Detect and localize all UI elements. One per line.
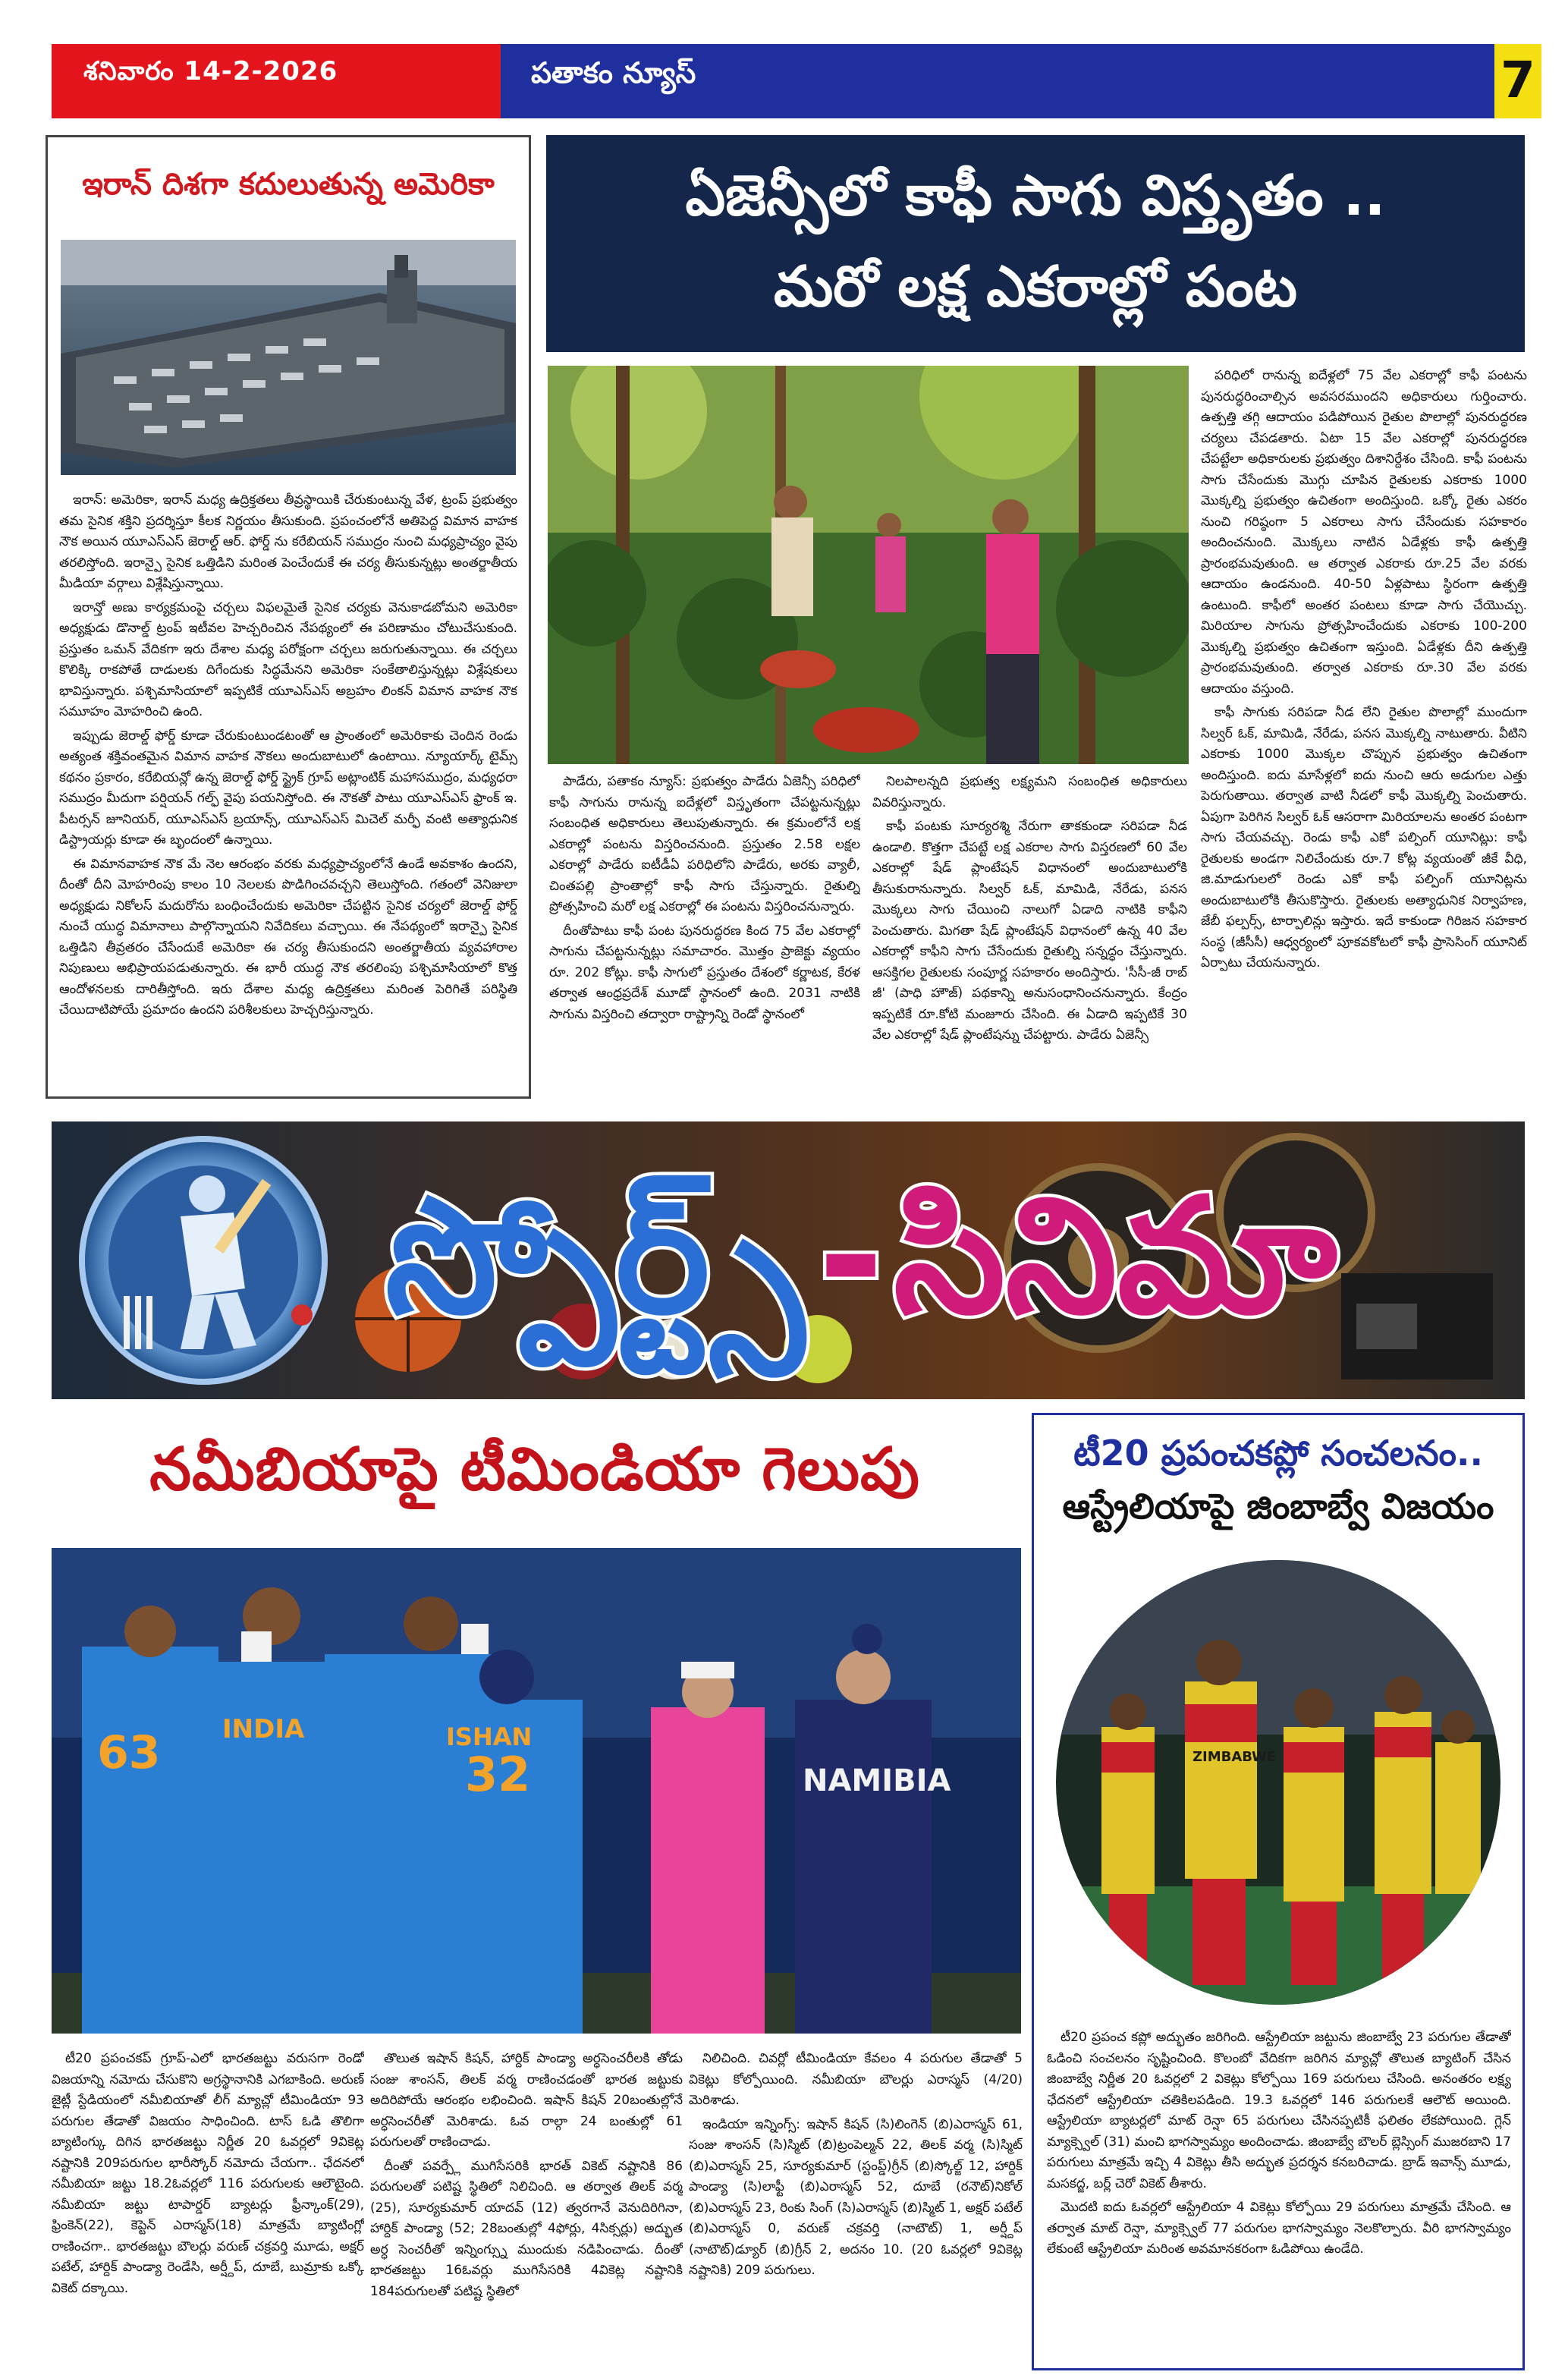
- coffee-article-column-3: [1201, 366, 1527, 1098]
- paragraph: ఈ విమానవాహక నౌక మే నెల ఆరంభం వరకు మధ్యప్రాచ్యంలోనే ఉండే అవకాశం ఉందని, దీంతో దీని మోహరింపు కాలం 10 నెలలకు పొడిగించవచ్చని తెలుస్తోంది. గతంలో వెనిజులా అధ్యక్షుడు నికోలస్ మదురోను బంధించేందుకు అమెరికా చేపట్టిన సైనిక చర్యలో జెరాల్డ్ ఫోర్డ్ నుంచే యుద్ధ విమానాలు పాల్గొన్నాయని నివేదికలు వచ్చాయి. ఈ నేపథ్యంలో ఇరాన్పై సైనిక ఒత్తిడిని తీవ్రతరం చేసేందుకే అమెరికా ఈ చర్య తీసుకుందని అంతర్జాతీయ వ్యవహారాల నిపుణులు అభిప్రాయపడుతున్నారు. ఈ భారీ యుద్ధ నౌక తరలింపు పశ్చిమాసియాలో కొత్త ఆందోళనలకు దారితీస్తోంది. ఇరు దేశాల మధ్య ఉద్రిక్తతలు మరింత పెరిగితే పరిస్థితి చేయిదాటిపోయే ప్రమాదం ఉందని పరిశీలకులు హెచ్చరిస్తున్నారు.: [59, 856, 517, 1018]
- paragraph: టీ20 ప్రపంచకప్ గ్రూప్-ఎలో భారతజట్టు వరుసగా రెండో విజయాన్ని నమోదు చేసుకొని అగ్రస్థానానికి ఎగబాకింది. అరుణ్ జైట్లీ స్టేడియంలో నమీబియాతో లీగ్ మ్యాచ్లో టీమిండియా 93 పరుగుల తేడాతో విజయం సాధించింది. టాస్ ఓడి తొలిగా బ్యాటింగ్కు దిగిన భారతజట్టు నిర్ణీత 20 ఓవర్లలో 9వికెట్ల నష్టానికి 209పరుగుల భారీస్కోర్ నమోదు చేయగా.. ఛేదనలో నమీబియా జట్టు 18.2ఓవర్లలో 116 పరుగులకు ఆలౌటైంది. నమీబియా జట్టు టాపార్డర్ బ్యాటర్లు ఫ్రీన్కాంక్(29), ఫ్రింకెన్(22), కెప్టెన్ ఎరాస్మస్(18) మాత్రమే బ్యాటింగ్లో రాణించగా.. భారతజట్టు బౌలర్లు వరుణ్ చక్రవర్తి మూడు, అక్షర్ పటేల్, హార్దిక్ పాండ్యా రెండేసి, అర్ష్దీప్, దూబే, బుమ్రాకు ఒక్కో వికెట్ దక్కాయి.: [52, 2051, 364, 2296]
- iran-headline: ఇరాన్ దిశగా కదులుతున్న అమెరికా: [82, 167, 495, 202]
- namibia-headline: నమీబియాపై టీమిండియా గెలుపు: [149, 1436, 920, 1504]
- paragraph: నిలపాలన్నది ప్రభుత్వ లక్ష్యమని సంబంధిత అధికారులు వివరిస్తున్నారు.: [872, 774, 1187, 810]
- issue-date: శనివారం 14-2-2026: [83, 56, 338, 87]
- paragraph: కాఫీ సాగుకు సరిపడా నీడ లేని రైతుల పొలాల్లో ముందుగా సిల్వర్ ఓక్, మామిడి, నేరేడు, పనస మొక్కల్ని నాటుతారు. వీటిని ఎకరాకు 1000 మొక్కల చొప్పున ప్రభుత్వం ఉచితంగా అందిస్తుంది. ఐదు మాసేళ్లలో ఐదు నుంచి ఆరు అడుగుల ఎత్తు పెరుగుతాయి. తర్వాత వాటి నీడలో కాఫీ మొక్కల్ని పెంచుతారు. ఏపుగా పెరిగిన సిల్వర్ ఓక్ ఆసరాగా మిరియాలను అంతర పంటగా సాగు చేయవచ్చు. రెండు కాఫీ ఎకో పల్పింగ్ యూనిట్లు: కాఫీ రైతులకు అండగా నిలిచేందుకు రూ.7 కోట్ల వ్యయంతో జీకే వీధి, జి.మాడుగులలో రెండు ఎకో కాఫీ పల్పింగ్ యూనిట్లను అందుబాటులోకి తీసుకొస్తారు. రైతులకు అత్యాధునిక నిర్వాహణ, జేబీ ఫల్పర్స్, టార్పాలిన్లు ఇస్తారు. ఇదే కాకుండా గిరిజన సహకార సంస్థ (జీసీసీ) ఆధ్వర్యంలో పూకవకోటలో కాఫీ ప్రాసెసింగ్ యూనిట్ ఏర్పాటు చేయనున్నారు.: [1201, 705, 1527, 970]
- paragraph: పాడేరు, పతాకం న్యూస్: ప్రభుత్వం పాడేరు ఏజెన్సీ పరిధిలో కాఫీ సాగును రానున్న ఐదేళ్లలో విస్తృతంగా చేపట్టనున్నట్లు సంబంధిత అధికారులు తెలుపుతున్నారు. ఈ క్రమంలోనే లక్ష ఎకరాల్లో పంటను విస్తరించనుంది. ప్రస్తుతం 2.58 లక్షల ఎకరాల్లో పాడేరు ఐటీడీఏ పరిధిలోని పాడేరు, అరకు వ్యాలీ, చింతపల్లి ప్రాంతాల్లో కాఫీ సాగు చేస్తున్నారు. రైతుల్ని ప్రోత్సహించి మరో లక్ష ఎకరాల్లో ఈ పంటను విస్తరించనున్నారు.: [549, 774, 860, 914]
- zimbabwe-headline-line1: టీ20 ప్రపంచకప్లో సంచలనం..: [1073, 1433, 1483, 1474]
- paragraph: ఇరాన్తో అణు కార్యక్రమంపై చర్చలు విఫలమైతే సైనిక చర్యకు వెనుకాడబోమని అమెరికా అధ్యక్షుడు డొనాల్డ్ ట్రంప్ ఇటీవల హెచ్చరించిన నేపథ్యంలో ఈ పరిణామం చోటుచేసుకుంది. ప్రస్తుతం ఒమన్ వేదికగా ఇరు దేశాల మధ్య పరోక్షంగా చర్చలు జరుగుతున్నాయి. ఈ చర్చలు కొలిక్కి రాకపోతే దాడులకు దిగేందుకు సిద్ధమేనని అమెరికా సంకేతాలిస్తున్నట్లు విశ్లేషకులు భావిస్తున్నారు. పశ్చిమాసియాలో ఇప్పటికే యూఎస్ఎస్ అబ్రహం లింకన్ విమాన వాహక నౌక సమూహం మోహరించి ఉంది.: [59, 599, 517, 719]
- india-celebration-photo: [52, 1548, 1021, 2034]
- jersey-number: 63: [97, 1726, 161, 1779]
- paragraph: టీ20 ప్రపంచ కప్లో అద్భుతం జరిగింది. ఆస్ట్రేలియా జట్టును జింబాబ్వే 23 పరుగుల తేడాతో ఓడించి సంచలనం సృష్టించింది. కొలంబో వేదికగా జరిగిన మ్యాచ్లో తొలుత బ్యాటింగ్ చేసిన జింబాబ్వే నిర్ణీత 20 ఓవర్లలో 2 వికెట్లు కోల్పోయి 169 పరుగులు చేసింది. అనంతరం లక్ష్య ఛేదనలో ఆస్ట్రేలియా చతికిలపడింది. 19.3 ఓవర్లలో 146 పరుగులకే ఆలౌట్ అయింది. ఆస్ట్రేలియా బ్యాటర్లలో మాట్ రెన్షా 65 పరుగులు చేసినప్పటికీ ఫలితం లేకపోయింది. గ్లెన్ మ్యాక్స్వెల్ (31) మంచి భాగస్వామ్యం అందించాడు. జింబాబ్వే బౌలర్ బ్లెస్సింగ్ ముజరబాని 17 పరుగులు మాత్రమే ఇచ్చి 4 వికెట్లు తీసి అద్భుత ప్రదర్శన కనబరిచాడు. బ్రాడ్ ఇవాన్స్ మూడు, మసకద్జ, బర్ల్ చెరో వికెట్ తీశారు.: [1047, 2030, 1511, 2191]
- jersey-text-ishan: ISHAN: [446, 1722, 533, 1751]
- aircraft-carrier-photo: [61, 240, 516, 475]
- zimbabwe-headline-line2: ఆస్ట్రేలియాపై జింబాబ్వే విజయం: [1062, 1486, 1494, 1527]
- paper-name: పతాకం న్యూస్: [531, 56, 696, 90]
- coffee-headline: [546, 135, 1525, 352]
- coffee-article-column-2: [872, 772, 1187, 1098]
- paragraph: కాఫీ పంటకు సూర్యరశ్మి నేరుగా తాకకుండా సరిపడా నీడ ఉండాలి. కొత్తగా చేపట్టే లక్ష ఎకరాల సాగు విస్తరణలో 60 వేల ఎకరాల్లో షేడ్ ప్లాంటేషన్ విధానంలో అందుబాటులోకి తీసుకురానున్నారు. సిల్వర్ ఓక్, మామిడి, నేరేడు, పనస మొక్కలు సాగు చేయించి నాలుగో ఏడాది నాటికి కాఫీని పెంచుతారు. మిగతా షేడ్ ప్లాంటేషన్ విధానంలో ఉన్న 40 వేల ఎకరాల్లో కాఫీని సాగు చేసేందుకు రైతుల్ని సన్నద్ధం చేస్తున్నారు. ఆసక్తిగల రైతులకు సంపూర్ణ సహకారం అందిస్తారు. 'సీసీ-జీ రాబ్ జీ' (పాధి హౌజ్) పథకాన్ని అనుసంధానించనున్నారు. కేంద్రం ఇప్పటికే రూ.కోటి మంజూరు చేసింది. ఈ ఏడాది ఇప్పటికే 30 వేల ఎకరాల్లో షేడ్ ప్లాంటేషన్ను చేపట్టారు. పాడేరు ఏజెన్సీ: [872, 819, 1187, 1043]
- paragraph: దీంతోపాటు కాఫీ పంట పునరుద్ధరణ కింద 75 వేల ఎకరాల్లో సాగును చేపట్టనున్నట్లు సమాచారం. మొత్తం ప్రాజెక్టు వ్యయం రూ. 202 కోట్లు. కాఫీ సాగులో ప్రస్తుతం దేశంలో కర్ణాటక, కేరళ తర్వాత ఆంధ్రప్రదేశ్ మూడో స్థానంలో ఉంది. 2031 నాటికి సాగును విస్తరించి తద్వారా రాష్ట్రాన్ని రెండో స్థానంలో: [549, 923, 860, 1022]
- coffee-pickers-photo: [548, 366, 1189, 764]
- paragraph: దీంతో పవర్ప్లే ముగిసేసరికి భారత్ వికెట్ నష్టానికి 86 పరుగులతో పటిష్ట స్థితిలో నిలిచింది. ఆ తర్వాత తిలక్ వర్మ (25), సూర్యకుమార్ యాదవ్ (12) త్వరగానే వెనుదిరిగినా, హార్దిక్ పాండ్యా (52; 28బంతుల్లో 4ఫోర్లు, 4సిక్సర్లు) అద్భుత అర్ధ సెంచరీతో ఇన్నింగ్స్ను ముందుకు నడిపించాడు. దీంతో భారతజట్టు 16ఓవర్లు ముగిసేసరికి 4వికెట్ల నష్టానికి 184పరుగులతో పటిష్ట స్థితిలో: [370, 2158, 683, 2299]
- paragraph: ఇండియా ఇన్నింగ్స్: ఇషాన్ కిషన్ (సి)లింగెన్ (బి)ఎరాస్మస్ 61, సంజు శాంసన్ (సి)స్మిట్ (బి)ట్రంపెల్మన్ 22, తిలక్ వర్మ (సి)స్మిట్ (బి)ఎరాస్మస్ 25, సూర్యకుమార్ (స్టంప్డ్)గ్రీన్ (బి)స్కోల్జ్ 12, హార్దిక్ పాండ్యా (సి)లాఫ్టీ (బి)ఎరాస్మస్ 52, దూబే (రనౌట్)నికోల్ (బి)ఎరాస్మస్ 23, రింకు సింగ్ (సి)ఎరాస్మస్ (బి)స్మిట్ 1, అక్షర్ పటేల్ (బి)ఎరాస్మస్ 0, వరుణ్ చక్రవర్తి (నాటౌట్) 1, అర్ష్దీప్ (నాటౌట్)డ్యూర్ (బి)గ్రీన్ 2, అదనం 10. (20 ఓవర్లలో 9వికెట్ల నష్టానికి) 209 పరుగులు.: [689, 2116, 1023, 2278]
- namibia-article-column-3: [689, 2049, 1023, 2367]
- namibia-article-column-1: [52, 2049, 364, 2367]
- coffee-headline-line2: మరో లక్ష ఎకరాల్లో పంట: [773, 254, 1298, 319]
- paragraph: ఇప్పుడు జెరాల్డ్ ఫోర్డ్ కూడా చేరుకుంటుండటంతో ఆ ప్రాంతంలో అమెరికాకు చెందిన రెండు అత్యంత శక్తివంతమైన విమాన వాహక నౌకలు అందుబాటులో ఉంటాయి. న్యూయార్క్ టైమ్స్ కథనం ప్రకారం, కరేబియన్లో ఉన్న జెరాల్డ్ ఫోర్డ్ స్ట్రైక్ గ్రూప్ అట్లాంటిక్ మహాసముద్రం, మధ్యధరా సముద్రం మీదుగా పర్షియన్ గల్ఫ్ వైపు పయనిస్తోంది. ఈ నౌకతో పాటు యూఎస్ఎస్ ఫ్రాంక్ ఇ. పీటర్సన్ జూనియర్, యూఎస్ఎస్ బ్రయాన్స్, యూఎస్ఎస్ మిచెల్ మర్ఫీ వంటి అత్యాధునిక డిస్ట్రాయర్లు కూడా ఈ బృందంలో ఉన్నాయి.: [59, 728, 517, 848]
- paragraph: తొలుత ఇషాన్ కిషన్, హార్దిక్ పాండ్యా అర్ధసెంచరీలకి తోడు సంజు శాంసన్, తిలక్ వర్మ రాణించడంతో భారత జట్టుకు అదిరిపోయే ఆరంభం లభించింది. ఇషాన్ కిషన్ 20బంతుల్లోనే అర్ధసెంచరీతో మెరిశాడు. ఓవ రాల్గా 24 బంతుల్లో 61 పరుగులతో రాణించాడు.: [370, 2051, 683, 2150]
- jersey-text-namibia: NAMIBIA: [803, 1763, 951, 1798]
- coffee-article-column-1: [549, 772, 860, 1098]
- paragraph: పరిధిలో రానున్న ఐదేళ్లలో 75 వేల ఎకరాల్లో కాఫీ పంటను పునరుద్ధరించాల్సిన అవసరముందని అధికారులు గుర్తించారు. ఉత్పత్తి తగ్గి ఆదాయం పడిపోయిన రైతుల పొలాల్లో పునరుద్ధరణ చర్యలు చేపడతారు. ఏటా 15 వేల ఎకరాల్లో పునరుద్ధరణ చేపట్టేలా అధికారులకు ప్రభుత్వం దిశానిర్దేశం చేసింది. కాఫీ పంటను సాగు చేసేందుకు మొగ్గు చూపిన రైతులకు ఎకరాకు 1000 మొక్కల్ని ప్రభుత్వం ఉచితంగా అందిస్తుంది. ఒక్కో రైతు ఎకరం నుంచి గరిష్ఠంగా 5 ఎకరాలు సాగు చేసేందుకు సహకారం అందించనుంది. మొక్కలు నాటిన ఏడేళ్లకు కాఫీ ఉత్పత్తి ప్రారంభమవుతుంది. ఆ తర్వాత ఎకరాకు రూ.25 వేల వరకు ఆదాయం ఉండనుంది. 40-50 ఏళ్లపాటు స్థిరంగా ఉత్పత్తి ఉంటుంది. కాఫీలో అంతర పంటలు కూడా సాగు చేయొచ్చు. మిరియాల సాగును ప్రోత్సహించేందుకు ఎకరాకు 100-200 మొక్కల్ని ప్రభుత్వం ఉచితంగా ఇస్తుంది. ఏడేళ్లకు దీని ఉత్పత్తి ప్రారంభమవుతుంది. తర్వాత ఎకరాకు రూ.30 వేల వరకు ఆదాయం వస్తుంది.: [1201, 368, 1527, 697]
- jersey-number: 32: [465, 1747, 531, 1802]
- paragraph: నిలిచింది. చివర్లో టీమిండియా కేవలం 4 పరుగుల తేడాతో 5 వికెట్లు కోల్పోయింది. నమీబియా బౌలర్లు ఎరాస్మస్ (4/20) మెరిశాడు.: [689, 2051, 1023, 2108]
- zimbabwe-article-body: [1047, 2027, 1511, 2361]
- coffee-headline-line1: ఏజెన్సీలో కాఫీ సాగు విస్తృతం ..: [685, 163, 1386, 228]
- zimbabwe-headline: [1039, 1427, 1517, 1533]
- paragraph: మొదటి ఐదు ఓవర్లలో ఆస్ట్రేలియా 4 వికెట్లు కోల్పోయి 29 పరుగులు మాత్రమే చేసింది. ఆ తర్వాత మాట్ రెన్షా, మ్యాక్స్వెల్ 77 పరుగుల భాగస్వామ్యం నెలకొల్పారు. వీరి భాగస్వామ్యం లేకుంటే ఆస్ట్రేలియా మరింత అవమానకరంగా ఓడిపోయి ఉండేది.: [1047, 2200, 1511, 2257]
- banner-dash: -: [818, 1163, 885, 1349]
- banner-cinema-text: సినిమా: [894, 1163, 1337, 1349]
- jersey-text-india: INDIA: [222, 1714, 305, 1744]
- zimbabwe-team-photo: [1056, 1560, 1500, 2005]
- page-number: 7: [1500, 51, 1535, 109]
- sports-cinema-banner: [52, 1121, 1525, 1399]
- jersey-text-zimbabwe: ZIMBABWE: [1192, 1749, 1277, 1765]
- namibia-article-column-2: [370, 2049, 683, 2367]
- banner-sports-text: స్పోర్ట్స్: [385, 1163, 805, 1349]
- iran-article-body: [59, 490, 517, 1090]
- paragraph: ఇరాన్: అమెరికా, ఇరాన్ మధ్య ఉద్రిక్తతలు తీవ్రస్థాయికి చేరుకుంటున్న వేళ, ట్రంప్ ప్రభుత్వం తమ సైనిక శక్తిని ప్రదర్శిస్తూ కీలక నిర్ణయం తీసుకుంది. ప్రపంచంలోనే అతిపెద్ద విమాన వాహక నౌక అయిన యూఎస్ఎస్ జెరాల్డ్ ఆర్. ఫోర్డ్ ను కరేబియన్ సముద్రం నుంచి మధ్యప్రాచ్యం వైపు తరలిస్తోంది. ఇరాన్పై సైనిక ఒత్తిడిని మరింత పెంచేందుకే ఈ చర్య తీసుకున్నట్లు అంతర్జాతీయ మీడియా వర్గాలు విశ్లేషిస్తున్నాయి.: [59, 492, 517, 591]
